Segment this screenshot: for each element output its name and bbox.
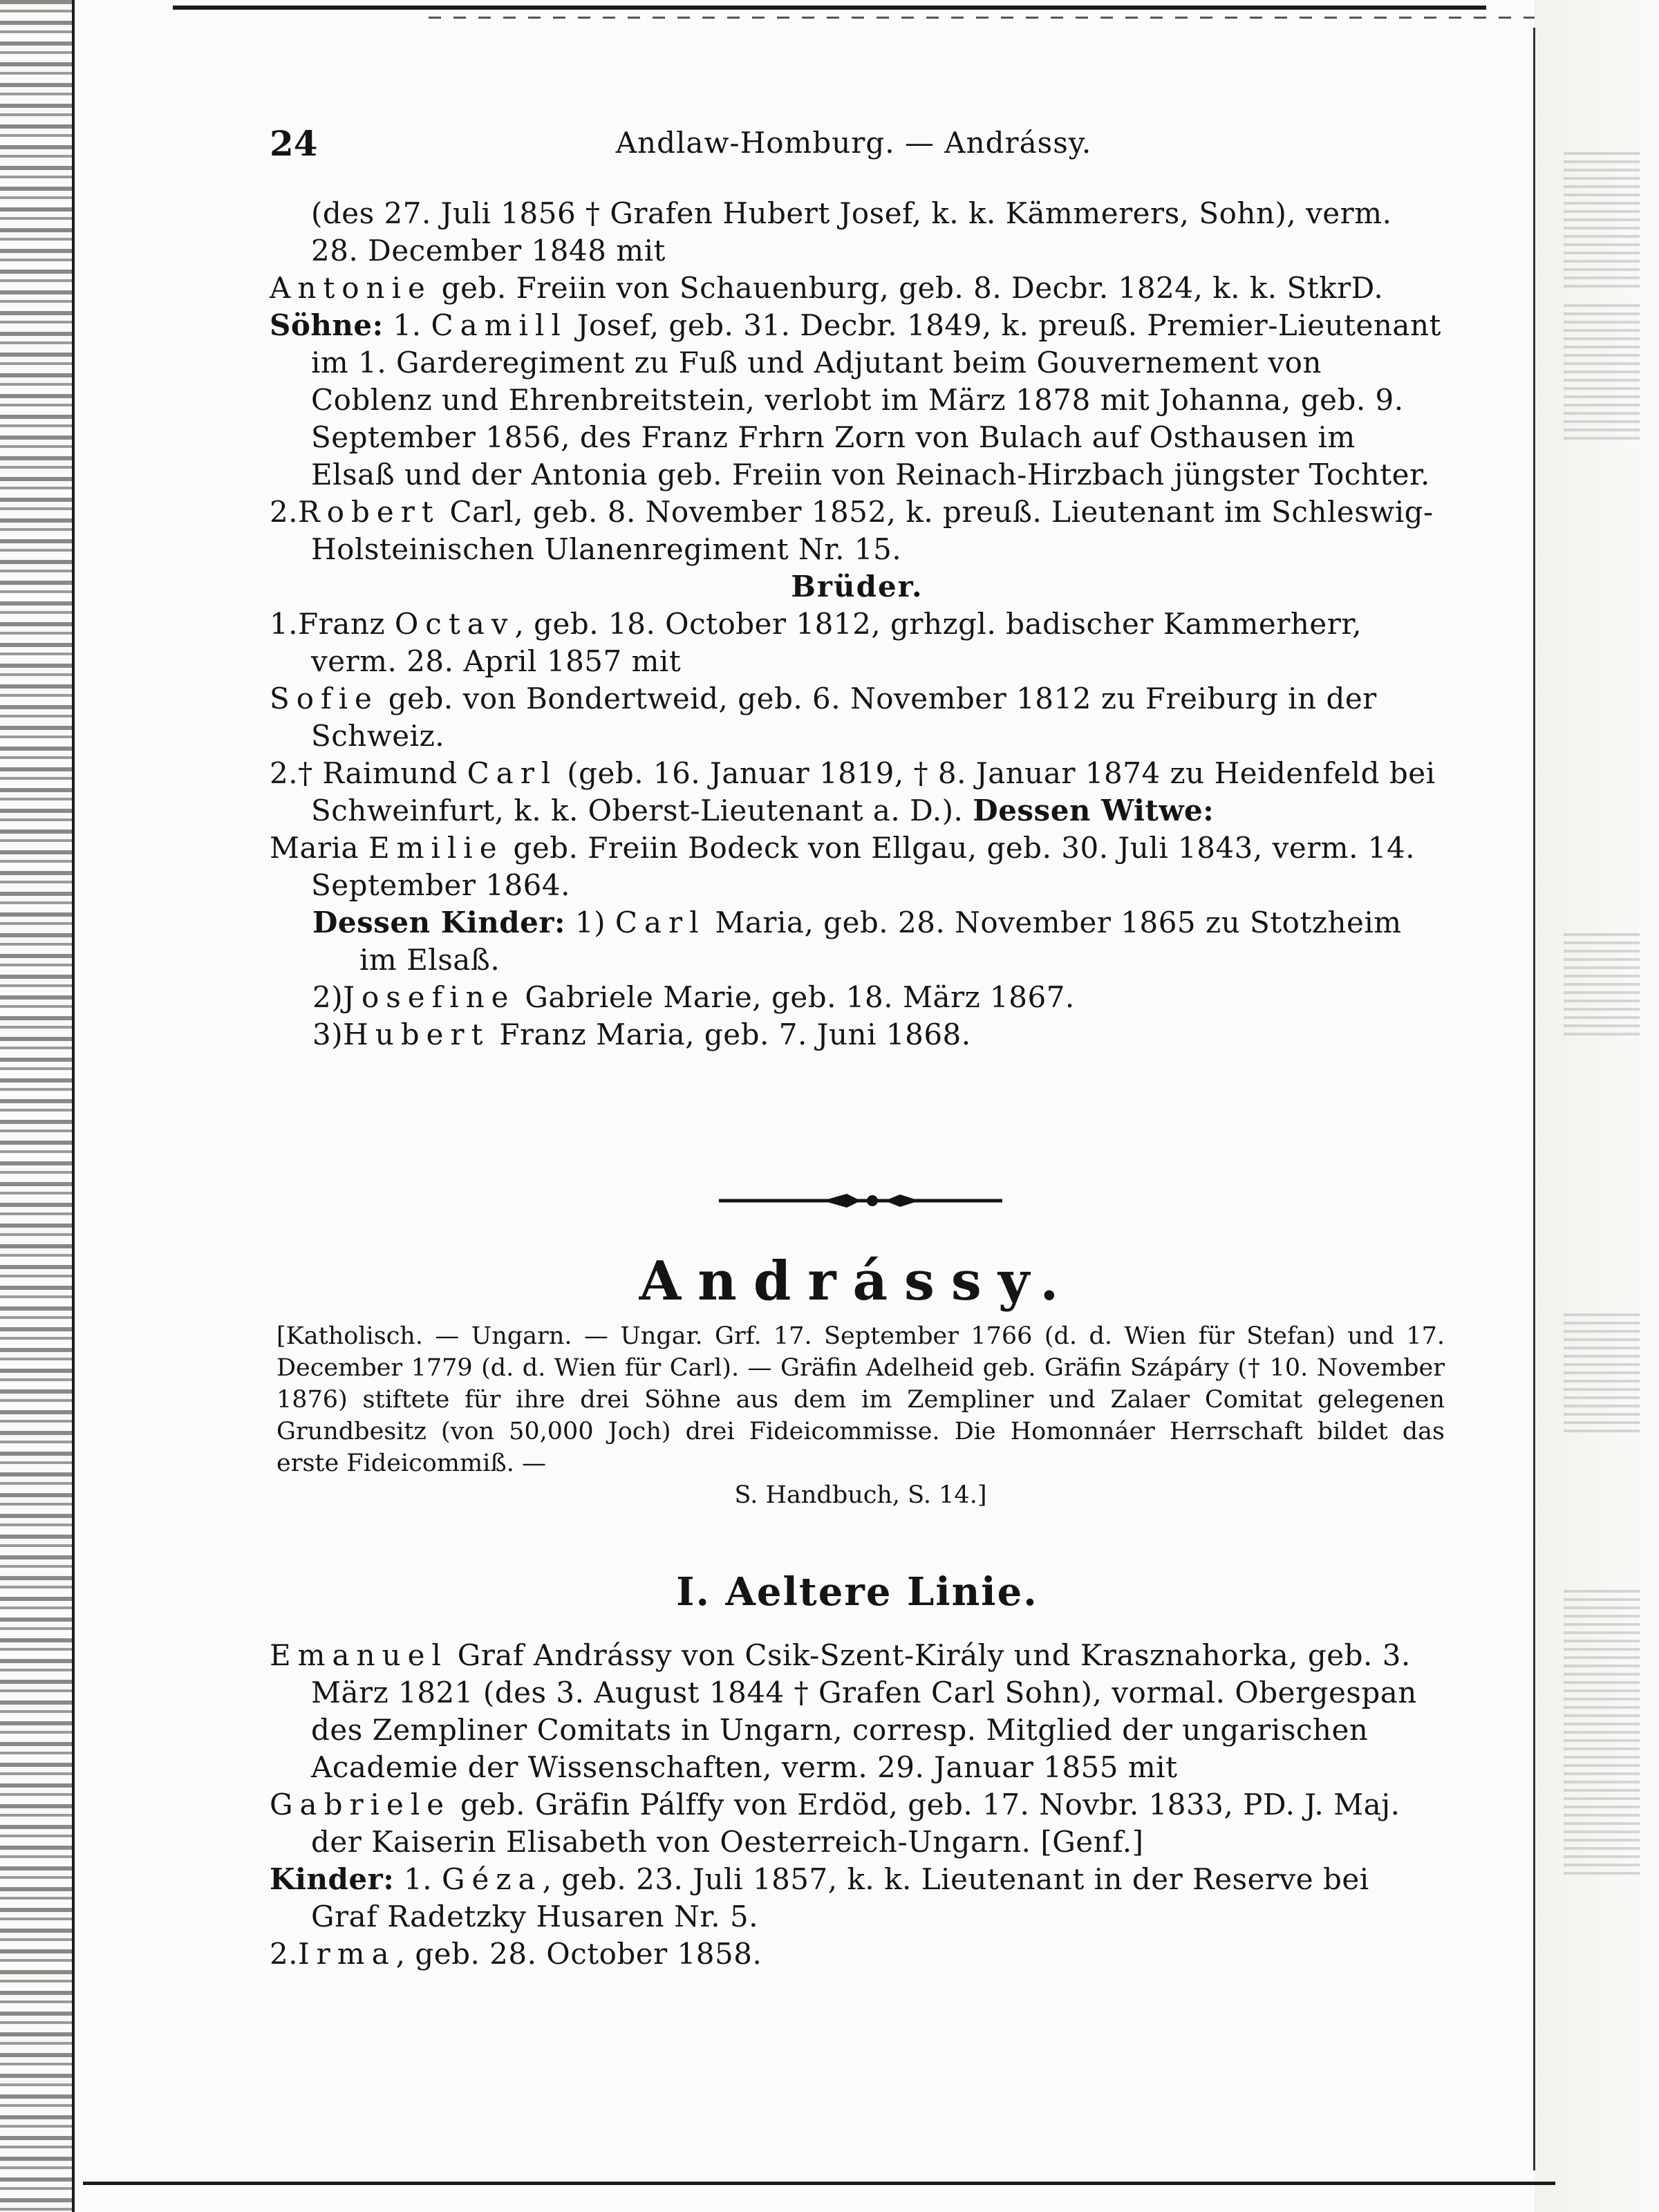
page-header [270, 123, 1438, 165]
page-number: 24 [270, 123, 318, 164]
widow-details: geb. Freiin Bodeck von Ellgau, geb. 30. Juli 1843, verm. 14. September 1864. [311, 831, 1416, 902]
head-name: Emanuel [270, 1638, 448, 1672]
family-intro [276, 1320, 1445, 1511]
widow-name: Emilie [368, 831, 504, 865]
binding-line [72, 0, 75, 2212]
children-label: Kinder: [270, 1862, 395, 1896]
brother1-wife-name: Sofie [270, 682, 379, 715]
brother2-name: Carl [467, 756, 558, 790]
child1-name: Carl [615, 906, 706, 939]
binding-edge [0, 0, 73, 2212]
andrassy-wife [270, 1786, 1445, 1861]
page-fold-line [1533, 28, 1535, 2171]
andlaw-son1 [270, 307, 1445, 494]
wife-name: Antonie [270, 271, 432, 305]
wife-details: geb. Gräfin Pálffy von Erdöd, geb. 17. Novbr. 1833, PD. J. Maj. der Kaiserin Elisabeth von Oesterreich-Ungarn. [Genf.] [311, 1788, 1400, 1859]
brothers-heading: Brüder. [791, 570, 924, 603]
bleed-through-text [1564, 933, 1640, 1037]
intro-reference: S. Handbuch, S. 14.] [734, 1481, 987, 1509]
widow-label: Dessen Witwe: [973, 794, 1215, 827]
bottom-border [83, 2182, 1555, 2185]
andlaw-entry [270, 195, 1445, 1053]
family-title: Andrássy. [639, 1250, 1076, 1313]
child2-prefix: 2. [270, 1937, 299, 1971]
andlaw-brother2 [270, 755, 1445, 830]
son1-name: Camill [431, 308, 568, 342]
wife-details: geb. Freiin von Schauenburg, geb. 8. Decbr. 1824, k. k. StkrD. [431, 271, 1384, 305]
child2-name: Irma [298, 1937, 396, 1971]
brother2-details: (geb. 16. Januar 1819, † 8. Januar 1874 zu Heidenfeld bei Schweinfurt, k. k. Oberst-Lieutenant a. D.). [311, 756, 1436, 827]
running-head: Andlaw-Homburg. — Andrássy. [615, 126, 1092, 160]
andrassy-child2 [270, 1936, 1445, 1973]
section-divider-ornament [719, 1192, 1002, 1209]
andrassy-entry [270, 1637, 1445, 1973]
son1-details: Josef, geb. 31. Decbr. 1849, k. preuß. Premier-Lieutenant im 1. Garderegiment zu Fuß und Adjutant beim Gouvernement von Coblenz und Ehrenbreitstein, verlobt im März 1878 mit Johanna, geb. 9. September 1856, des Franz Frhrn Zorn von Bulach auf Osthausen im Elsaß und der Antonia geb. Freiin von Reinach-Hirzbach jüngster Tochter. [311, 308, 1441, 491]
andlaw-wife [270, 270, 1445, 307]
children-label: Dessen Kinder: [312, 906, 566, 939]
andrassy-head [270, 1637, 1445, 1786]
andlaw-line1: (des 27. Juli 1856 † Grafen Hubert Josef, k. k. Kämmerers, Sohn), verm. 28. December 1848 mit [311, 196, 1392, 268]
brother1-wife-details: geb. von Bondertweid, geb. 6. November 1812 zu Freiburg in der Schweiz. [311, 682, 1377, 753]
andlaw-brother1-wife [270, 680, 1445, 755]
child3-name: Hubert [343, 1018, 490, 1051]
child1-name: Géza [442, 1862, 543, 1896]
andlaw-child3 [270, 1016, 1445, 1053]
child1-prefix: 1) [565, 906, 615, 939]
child2-prefix: 2) [312, 980, 344, 1014]
top-border [173, 6, 1486, 10]
brother1-name: Octav [394, 607, 515, 641]
top-border-dashed [429, 17, 1535, 19]
bleed-through-text [1564, 1590, 1640, 1880]
child3-details: Franz Maria, geb. 7. Juni 1868. [489, 1018, 971, 1051]
child1-details: Maria, geb. 28. November 1865 zu Stotzheim im Elsaß. [359, 906, 1402, 977]
son2-details: Carl, geb. 8. November 1852, k. preuß. Lieutenant im Schleswig-Holsteinischen Ulanenregiment Nr. 15. [311, 495, 1434, 566]
intro-text: [Katholisch. — Ungarn. — Ungar. Grf. 17. September 1766 (d. d. Wien für Stefan) und 17. December 1779 (d. d. Wien für Carl). — Gräfin Adelheid geb. Gräfin Szápáry († 10. November 1876) stiftete für ihre drei Söhne aus dem im Zempliner und Zalaer Comitat gelegenen Grundbesitz (von 50,000 Joch) drei Fideicommisse. Die Homonnáer Herrschaft bildet das erste Fideicommiß. — [276, 1322, 1445, 1477]
son1-prefix: 1. [393, 308, 431, 342]
bleed-through-text [1564, 1313, 1640, 1438]
brother2-prefix: 2.† Raimund [270, 756, 467, 790]
andlaw-son2 [270, 494, 1445, 568]
andlaw-brother1 [270, 606, 1445, 680]
son2-prefix: 2. [270, 495, 299, 529]
andrassy-child1 [270, 1861, 1445, 1936]
brother1-details: , geb. 18. October 1812, grhzgl. badischer Kammerherr, verm. 28. April 1857 mit [311, 607, 1362, 678]
child1-prefix: 1. [394, 1862, 442, 1896]
andlaw-child2 [270, 979, 1445, 1016]
child2-name: Josefine [343, 980, 516, 1014]
andlaw-widow [270, 830, 1445, 904]
bleed-through-text [1564, 152, 1640, 290]
wife-name: Gabriele [270, 1788, 451, 1821]
head-details: Graf Andrássy von Csik-Szent-Király und Krasznahorka, geb. 3. März 1821 (des 3. August 1844 † Grafen Carl Sohn), vormal. Obergespan des Zempliner Comitats in Ungarn, corresp. Mitglied der ungarischen Academie der Wissenschaften, verm. 29. Januar 1855 mit [311, 1638, 1417, 1784]
son2-name: Robert [298, 495, 440, 529]
child3-prefix: 3) [312, 1018, 344, 1051]
child2-details: Gabriele Marie, geb. 18. März 1867. [515, 980, 1075, 1014]
andlaw-child1 [270, 904, 1445, 979]
widow-prefix: Maria [270, 831, 368, 865]
child2-details: , geb. 28. October 1858. [395, 1937, 762, 1971]
child1-details: , geb. 23. Juli 1857, k. k. Lieutenant in der Reserve bei Graf Radetzky Husaren Nr. 5. [311, 1862, 1369, 1933]
sons-label: Söhne: [270, 308, 384, 342]
line-title: I. Aeltere Linie. [676, 1569, 1038, 1615]
brother1-prefix: 1.Franz [270, 607, 395, 641]
bleed-through-text [1564, 304, 1640, 442]
